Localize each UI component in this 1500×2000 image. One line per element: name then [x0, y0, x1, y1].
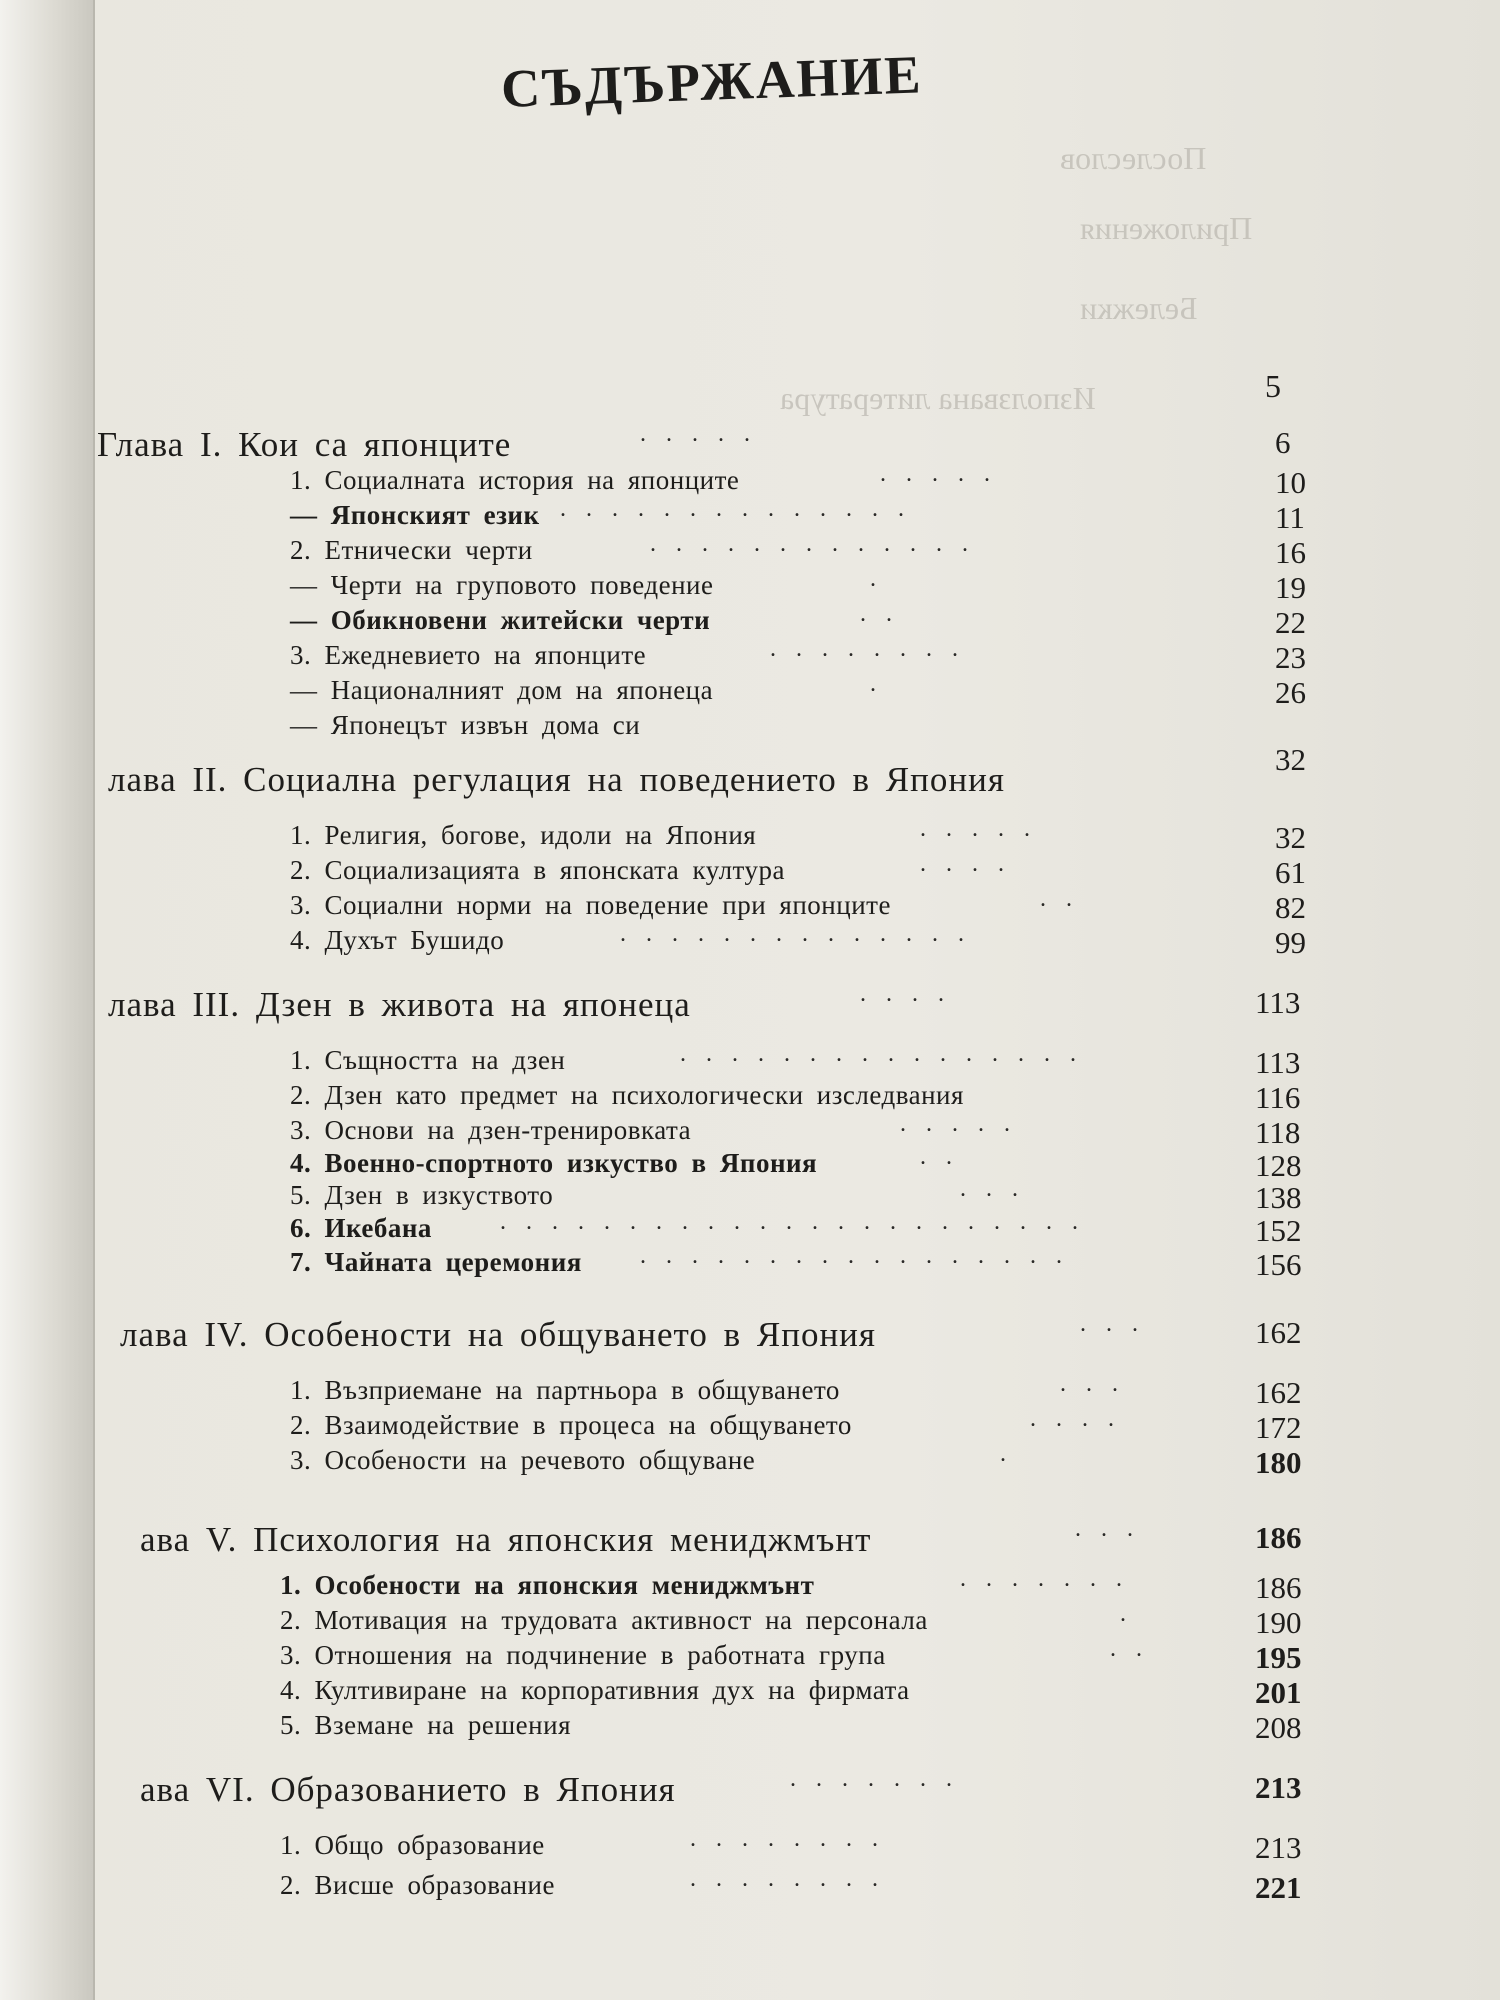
page-number: 180 [1255, 1445, 1302, 1480]
dot-leader: . [870, 566, 896, 592]
toc-section [0, 921, 1500, 965]
dot-leader: ..... [900, 1111, 1030, 1137]
page-number: 113 [1255, 1045, 1301, 1080]
page-number: 152 [1255, 1213, 1302, 1248]
dot-leader: . [1000, 1441, 1026, 1467]
page-number: 208 [1255, 1710, 1302, 1745]
toc-chapter [0, 1766, 1500, 1810]
page-number: 213 [1255, 1830, 1302, 1865]
dot-leader: ... [1075, 1516, 1153, 1542]
page-number: 32 [1275, 742, 1306, 777]
chapter-title: Глава I. Кои са японците [97, 425, 512, 464]
dot-leader: . [870, 671, 896, 697]
section-title: 1. Особености на японския мениджмънт [280, 1570, 815, 1600]
section-title: 3. Основи на дзен-тренировката [290, 1115, 692, 1145]
section-title: — Японският език [290, 500, 540, 530]
chapter-title: лава IV. Особености на общуването в Япония [120, 1315, 877, 1354]
section-title: 6. Икебана [290, 1213, 432, 1243]
page-number: 99 [1275, 925, 1306, 960]
dot-leader: ............. [650, 531, 988, 557]
page-number: 186 [1255, 1520, 1302, 1555]
page-number: 11 [1275, 500, 1305, 535]
section-title: 3. Ежедневието на японците [290, 640, 647, 670]
toc-section [0, 1566, 1500, 1610]
toc-section [0, 1080, 1500, 1120]
chapter-title: лава III. Дзен в живота на японеца [108, 985, 691, 1024]
bleed-through-text: Послеслов [1060, 140, 1207, 176]
dot-leader: .. [860, 601, 912, 627]
toc-section [0, 851, 1500, 895]
toc-section [0, 671, 1500, 715]
toc-chapter [0, 981, 1500, 1025]
bleed-through-text: Използвана литература [780, 380, 1096, 416]
page-number: 10 [1275, 465, 1306, 500]
dot-leader: .. [1110, 1636, 1162, 1662]
dot-leader: ........ [690, 1826, 898, 1852]
dot-leader: ................. [640, 1243, 1082, 1269]
page-title: СЪДЪРЖАНИЕ [500, 44, 924, 119]
page-number: 186 [1255, 1570, 1302, 1605]
dot-leader: .... [1030, 1406, 1134, 1432]
toc-section [0, 1675, 1500, 1715]
dot-leader: .............. [560, 496, 924, 522]
section-title: 1. Социалната история на японците [290, 465, 740, 495]
section-title: 2. Висше образование [280, 1870, 555, 1900]
dot-leader: .... [920, 851, 1024, 877]
section-title: — Обикновени житейски черти [290, 605, 711, 635]
section-title: 3. Отношения на подчинение в работната група [280, 1640, 886, 1670]
page-number: 172 [1255, 1410, 1302, 1445]
dot-leader: ....................... [500, 1209, 1098, 1235]
page-number: 195 [1255, 1640, 1302, 1675]
page-number: 162 [1255, 1315, 1302, 1350]
dot-leader: ..... [640, 421, 770, 447]
section-title: 1. Възприемане на партньора в общуването [290, 1375, 840, 1405]
page-number: 201 [1255, 1675, 1302, 1710]
section-title: 1. Същността на дзен [290, 1045, 566, 1075]
toc-section [0, 1406, 1500, 1450]
page-number: 138 [1255, 1180, 1302, 1215]
toc-chapter [0, 1311, 1500, 1355]
section-title: — Японецът извън дома си [290, 710, 641, 740]
top-page-number: 5 [1265, 368, 1281, 404]
dot-leader: ........ [690, 1866, 898, 1892]
dot-leader: . [1120, 1601, 1146, 1627]
toc-section [0, 1710, 1500, 1750]
dot-leader: ..... [880, 461, 1010, 487]
dot-leader: ....... [960, 1566, 1142, 1592]
page-number: 221 [1255, 1870, 1302, 1905]
toc-chapter [0, 1516, 1500, 1560]
dot-leader: ....... [790, 1766, 972, 1792]
section-title: 3. Социални норми на поведение при японците [290, 890, 891, 920]
page-number: 116 [1255, 1080, 1301, 1115]
page-number: 113 [1255, 985, 1301, 1020]
section-title: 5. Дзен в изкуството [290, 1180, 554, 1210]
page-number: 190 [1255, 1605, 1302, 1640]
page-number: 16 [1275, 535, 1306, 570]
toc-chapter [0, 742, 1500, 800]
section-title: 4. Военно-спортното изкуство в Япония [290, 1148, 818, 1178]
page-number: 32 [1275, 820, 1306, 855]
dot-leader: ... [1080, 1311, 1158, 1337]
dot-leader: .... [860, 981, 964, 1007]
chapter-title: лава II. Социална регулация на поведението в Япония [108, 760, 1005, 799]
toc-section [0, 1866, 1500, 1910]
toc-section [0, 1601, 1500, 1645]
toc-section [0, 1041, 1500, 1085]
dot-leader: ..... [920, 816, 1050, 842]
section-title: 3. Особености на речевото общуване [290, 1445, 756, 1475]
section-title: 2. Взаимодействие в процеса на общуването [290, 1410, 852, 1440]
page-number: 162 [1255, 1375, 1302, 1410]
page-number: 82 [1275, 890, 1306, 925]
toc-section [0, 636, 1500, 680]
bleed-through-text: Приложения [1080, 210, 1253, 246]
section-title: 7. Чайната церемония [290, 1247, 582, 1277]
toc-chapter [0, 421, 1500, 465]
page-number: 19 [1275, 570, 1306, 605]
toc-section [0, 1243, 1500, 1287]
section-title: 4. Духът Бушидо [290, 925, 505, 955]
toc-section [0, 1636, 1500, 1680]
dot-leader: .............. [620, 921, 984, 947]
section-title: 1. Религия, богове, идоли на Япония [290, 820, 757, 850]
section-title: 4. Култивиране на корпоративния дух на фирмата [280, 1675, 910, 1705]
page-number: 128 [1255, 1148, 1302, 1183]
section-title: — Черти на груповото поведение [290, 570, 714, 600]
page-number: 6 [1275, 425, 1291, 460]
section-title: 2. Етнически черти [290, 535, 533, 565]
section-title: 1. Общо образование [280, 1830, 545, 1860]
section-title: 2. Дзен като предмет на психологически изследвания [290, 1080, 964, 1110]
page-number: 22 [1275, 605, 1306, 640]
dot-leader: .. [1040, 886, 1092, 912]
section-title: 5. Вземане на решения [280, 1710, 571, 1740]
page-number: 61 [1275, 855, 1306, 890]
dot-leader: ................ [680, 1041, 1096, 1067]
toc-section [0, 1371, 1500, 1415]
page-number: 118 [1255, 1115, 1301, 1150]
chapter-title: ава V. Психология на японския мениджмънт [140, 1520, 872, 1559]
dot-leader: ... [1060, 1371, 1138, 1397]
dot-leader: .. [920, 1144, 972, 1170]
toc-section [0, 816, 1500, 860]
bleed-through-text: Бележки [1080, 290, 1198, 326]
section-title: 2. Социализацията в японската култура [290, 855, 785, 885]
toc-section [0, 531, 1500, 575]
page-number: 26 [1275, 675, 1306, 710]
page-number: 213 [1255, 1770, 1302, 1805]
dot-leader: ... [960, 1176, 1038, 1202]
toc-section [0, 566, 1500, 610]
toc-section [0, 1441, 1500, 1485]
section-title: 2. Мотивация на трудовата активност на персонала [280, 1605, 928, 1635]
toc-section [0, 1826, 1500, 1870]
page-number: 23 [1275, 640, 1306, 675]
page-number: 156 [1255, 1247, 1302, 1282]
section-title: — Националният дом на японеца [290, 675, 714, 705]
chapter-title: ава VI. Образованието в Япония [140, 1770, 676, 1809]
toc-section [0, 601, 1500, 645]
dot-leader: ........ [770, 636, 978, 662]
